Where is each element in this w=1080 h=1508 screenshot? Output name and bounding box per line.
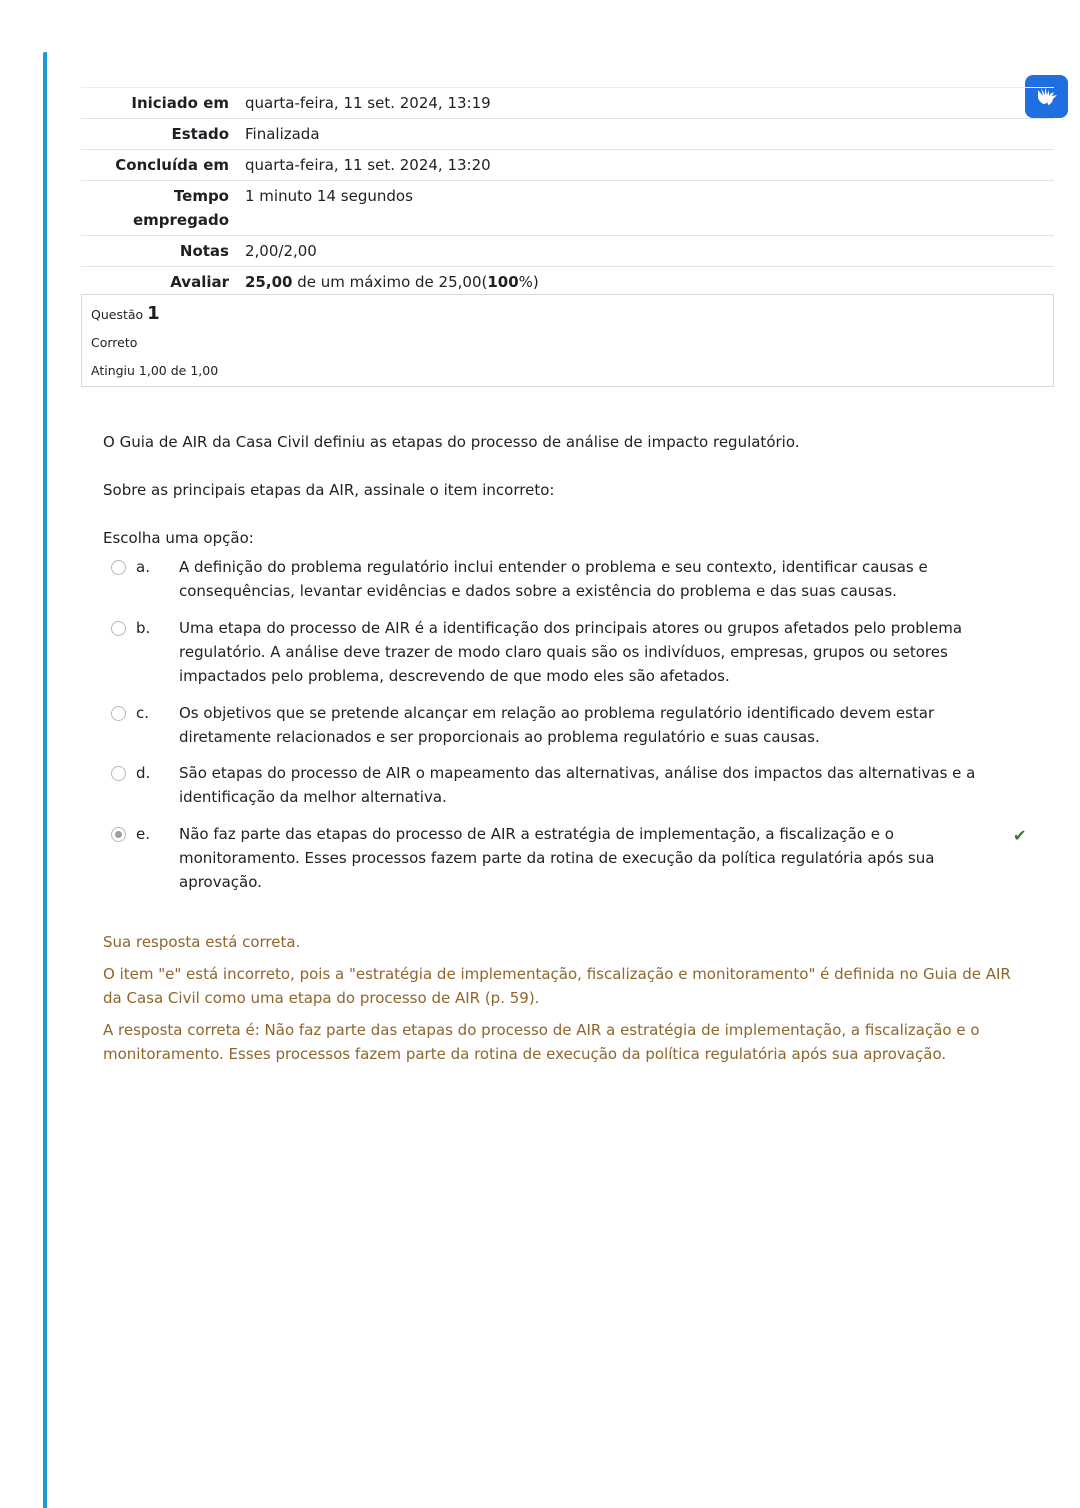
- answer-option-a[interactable]: [111, 555, 1026, 603]
- summary-label: Avaliar: [170, 273, 229, 291]
- feedback-status: Sua resposta está correta.: [103, 933, 301, 951]
- question-info-box: [81, 294, 1054, 387]
- summary-row-grade: [81, 267, 1054, 298]
- question-grade: Atingiu 1,00 de 1,00: [91, 363, 219, 378]
- left-accent-bar: [43, 52, 47, 1508]
- summary-value: quarta-feira, 11 set. 2024, 13:20: [245, 156, 491, 174]
- radio-button[interactable]: [111, 706, 126, 721]
- answer-option-e[interactable]: [111, 822, 1026, 894]
- summary-value: [243, 267, 1054, 298]
- radio-button-selected[interactable]: [111, 827, 126, 842]
- answer-option-b[interactable]: [111, 616, 1026, 688]
- question-text: O Guia de AIR da Casa Civil definiu as etapas do processo de análise de impacto regulatório.: [103, 433, 800, 451]
- summary-label: Concluída em: [115, 156, 229, 174]
- summary-label: Notas: [179, 242, 229, 260]
- question-state: Correto: [91, 335, 138, 350]
- option-letter: d.: [136, 764, 151, 782]
- summary-row-marks: [81, 236, 1054, 267]
- answer-prompt: Escolha uma opção:: [103, 529, 254, 547]
- question-number: [91, 303, 1044, 329]
- option-text: Não faz parte das etapas do processo de AIR a estratégia de implementação, a fiscalização e o monitoramento. Esses processos fazem parte da rotina de execução da política regulatória após sua aprovação.: [179, 825, 935, 891]
- radio-button[interactable]: [111, 766, 126, 781]
- summary-value: quarta-feira, 11 set. 2024, 13:19: [245, 94, 491, 112]
- question-number-value: 1: [147, 303, 160, 324]
- grade-max: de um máximo de 25,00(: [292, 273, 488, 291]
- question-instruction: Sobre as principais etapas da AIR, assinale o item incorreto:: [103, 481, 555, 499]
- answer-option-c[interactable]: [111, 701, 1026, 749]
- summary-row-time-taken: [81, 181, 1054, 236]
- radio-button[interactable]: [111, 560, 126, 575]
- summary-value: Finalizada: [245, 125, 320, 143]
- grade-percent-sign: %): [518, 273, 539, 291]
- option-letter: e.: [136, 825, 150, 843]
- summary-label: Iniciado em: [131, 94, 229, 112]
- option-text: Os objetivos que se pretende alcançar em relação ao problema regulatório identificado devem estar diretamente relacionados e ser proporcionais ao problema regulatório e suas causas.: [179, 704, 935, 746]
- summary-label: Tempo empregado: [132, 187, 229, 229]
- option-text: São etapas do processo de AIR o mapeamento das alternativas, análise dos impactos das alternativas e a identificação da melhor alternativa.: [179, 764, 976, 806]
- summary-row-started: [81, 88, 1054, 119]
- answer-option-d[interactable]: [111, 761, 1026, 809]
- grade-score: 25,00: [245, 273, 293, 291]
- summary-label: Estado: [171, 125, 229, 143]
- summary-value: 2,00/2,00: [245, 242, 317, 260]
- option-letter: b.: [136, 619, 151, 637]
- option-letter: c.: [136, 704, 150, 722]
- radio-button[interactable]: [111, 621, 126, 636]
- feedback-explanation: O item "e" está incorreto, pois a "estratégia de implementação, fiscalização e monitoramento" é definida no Guia de AIR da Casa Civil como uma etapa do processo de AIR (p. 59).: [103, 965, 1011, 1007]
- attempt-summary-table: [81, 87, 1054, 297]
- summary-row-state: [81, 119, 1054, 150]
- question-label: Questão: [91, 307, 144, 322]
- grade-percent: 100: [487, 273, 519, 291]
- summary-row-completed: [81, 150, 1054, 181]
- option-text: A definição do problema regulatório inclui entender o problema e seu contexto, identificar causas e consequências, levantar evidências e dados sobre a existência do problema e das suas causas.: [179, 558, 928, 600]
- summary-value: 1 minuto 14 segundos: [245, 187, 413, 205]
- feedback-right-answer: A resposta correta é: Não faz parte das etapas do processo de AIR a estratégia de implementação, a fiscalização e o monitoramento. Esses processos fazem parte da rotina de execução da política regulatória após sua aprovação.: [103, 1021, 980, 1063]
- option-letter: a.: [136, 558, 150, 576]
- option-text: Uma etapa do processo de AIR é a identificação dos principais atores ou grupos afetados pelo problema regulatório. A análise deve trazer de modo claro quais são os indivíduos, empresas, grupos ou setores impactados pelo problema, descrevendo de que modo eles são afetados.: [179, 619, 963, 685]
- correct-check-icon: ✔: [1013, 826, 1027, 845]
